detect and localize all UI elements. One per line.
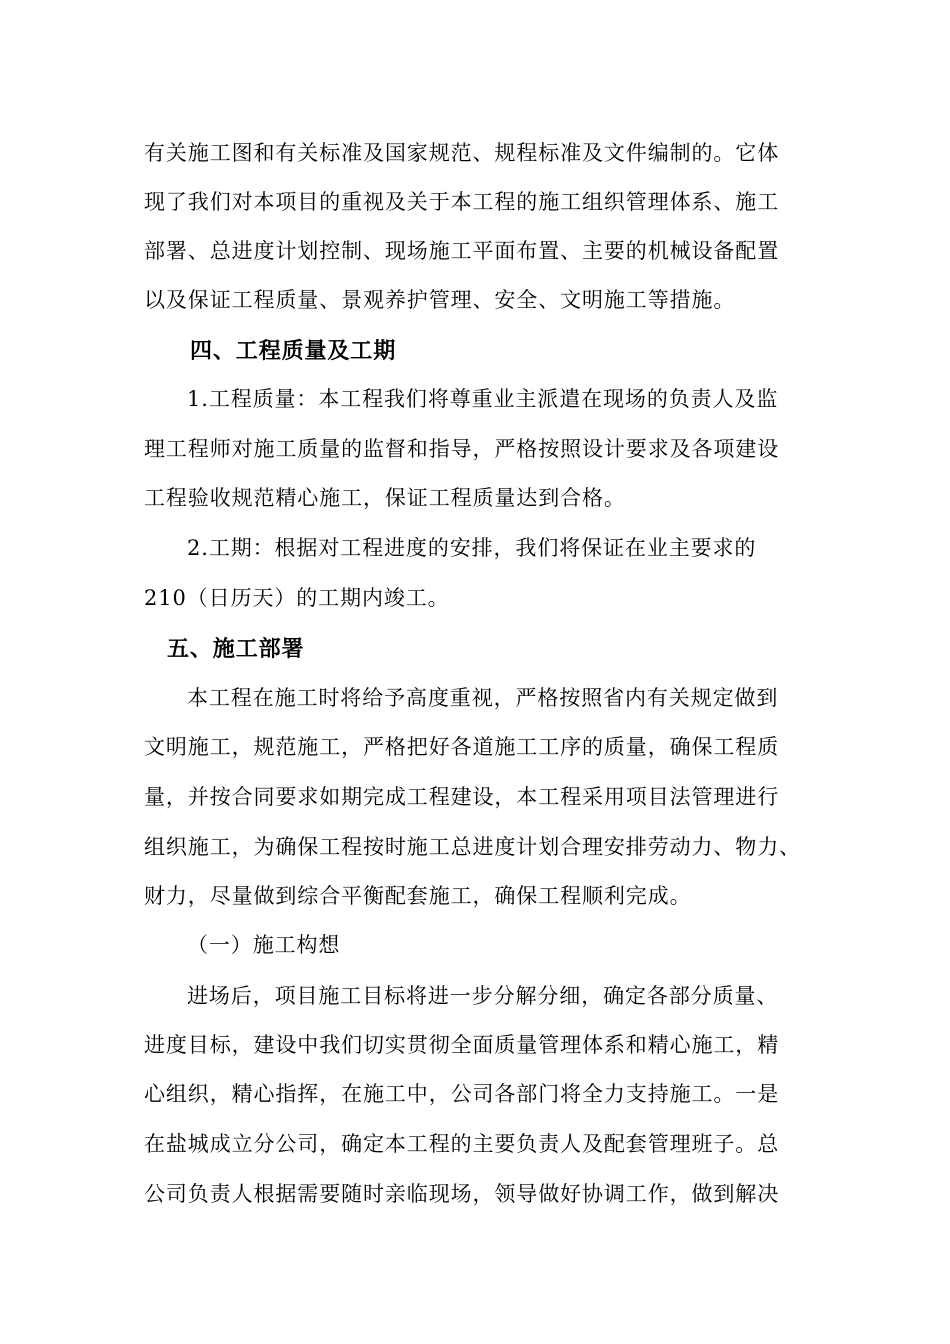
paragraph-line: 部署、总进度计划控制、现场施工平面布置、主要的机械设备配置 (144, 239, 780, 263)
paragraph-line: 在盐城成立分公司，确定本工程的主要负责人及配套管理班子。总 (144, 1132, 780, 1156)
paragraph-line: 公司负责人根据需要随时亲临现场，领导做好协调工作，做到解决 (144, 1182, 780, 1206)
subsection-heading-concept: （一）施工构想 (187, 933, 341, 957)
paragraph-line: 进度目标，建设中我们切实贯彻全面质量管理体系和精心施工，精 (144, 1033, 780, 1057)
paragraph-line: 现了我们对本项目的重视及关于本工程的施工组织管理体系、施工 (144, 190, 780, 214)
paragraph-line: 心组织，精心指挥，在施工中，公司各部门将全力支持施工。一是 (144, 1082, 780, 1106)
paragraph-line: 有关施工图和有关标准及国家规范、规程标准及文件编制的。它体 (144, 141, 780, 165)
paragraph-line: 本工程在施工时将给予高度重视，严格按照省内有关规定做到 (187, 686, 779, 710)
paragraph-line: 2.工期：根据对工程进度的安排，我们将保证在业主要求的 (187, 536, 757, 560)
paragraph-line: 财力，尽量做到综合平衡配套施工，确保工程顺利完成。 (144, 884, 692, 908)
paragraph-line: 210（日历天）的工期内竣工。 (144, 586, 450, 610)
section-heading-quality-schedule: 四、工程质量及工期 (190, 338, 397, 364)
paragraph-line: 1.工程质量：本工程我们将尊重业主派遣在现场的负责人及监 (187, 387, 779, 411)
paragraph-line: 以及保证工程质量、景观养护管理、安全、文明施工等措施。 (144, 288, 736, 312)
section-heading-deployment: 五、施工部署 (167, 636, 305, 662)
paragraph-line: 文明施工，规范施工，严格把好各道施工工序的质量，确保工程质 (144, 735, 780, 759)
paragraph-line: 进场后，项目施工目标将进一步分解分细，确定各部分质量、 (187, 984, 779, 1008)
paragraph-line: 量，并按合同要求如期完成工程建设，本工程采用项目法管理进行 (144, 785, 780, 809)
paragraph-line: 组织施工，为确保工程按时施工总进度计划合理安排劳动力、物力、 (144, 835, 801, 859)
paragraph-line: 工程验收规范精心施工，保证工程质量达到合格。 (144, 486, 626, 510)
paragraph-line: 理工程师对施工质量的监督和指导，严格按照设计要求及各项建设 (144, 437, 780, 461)
